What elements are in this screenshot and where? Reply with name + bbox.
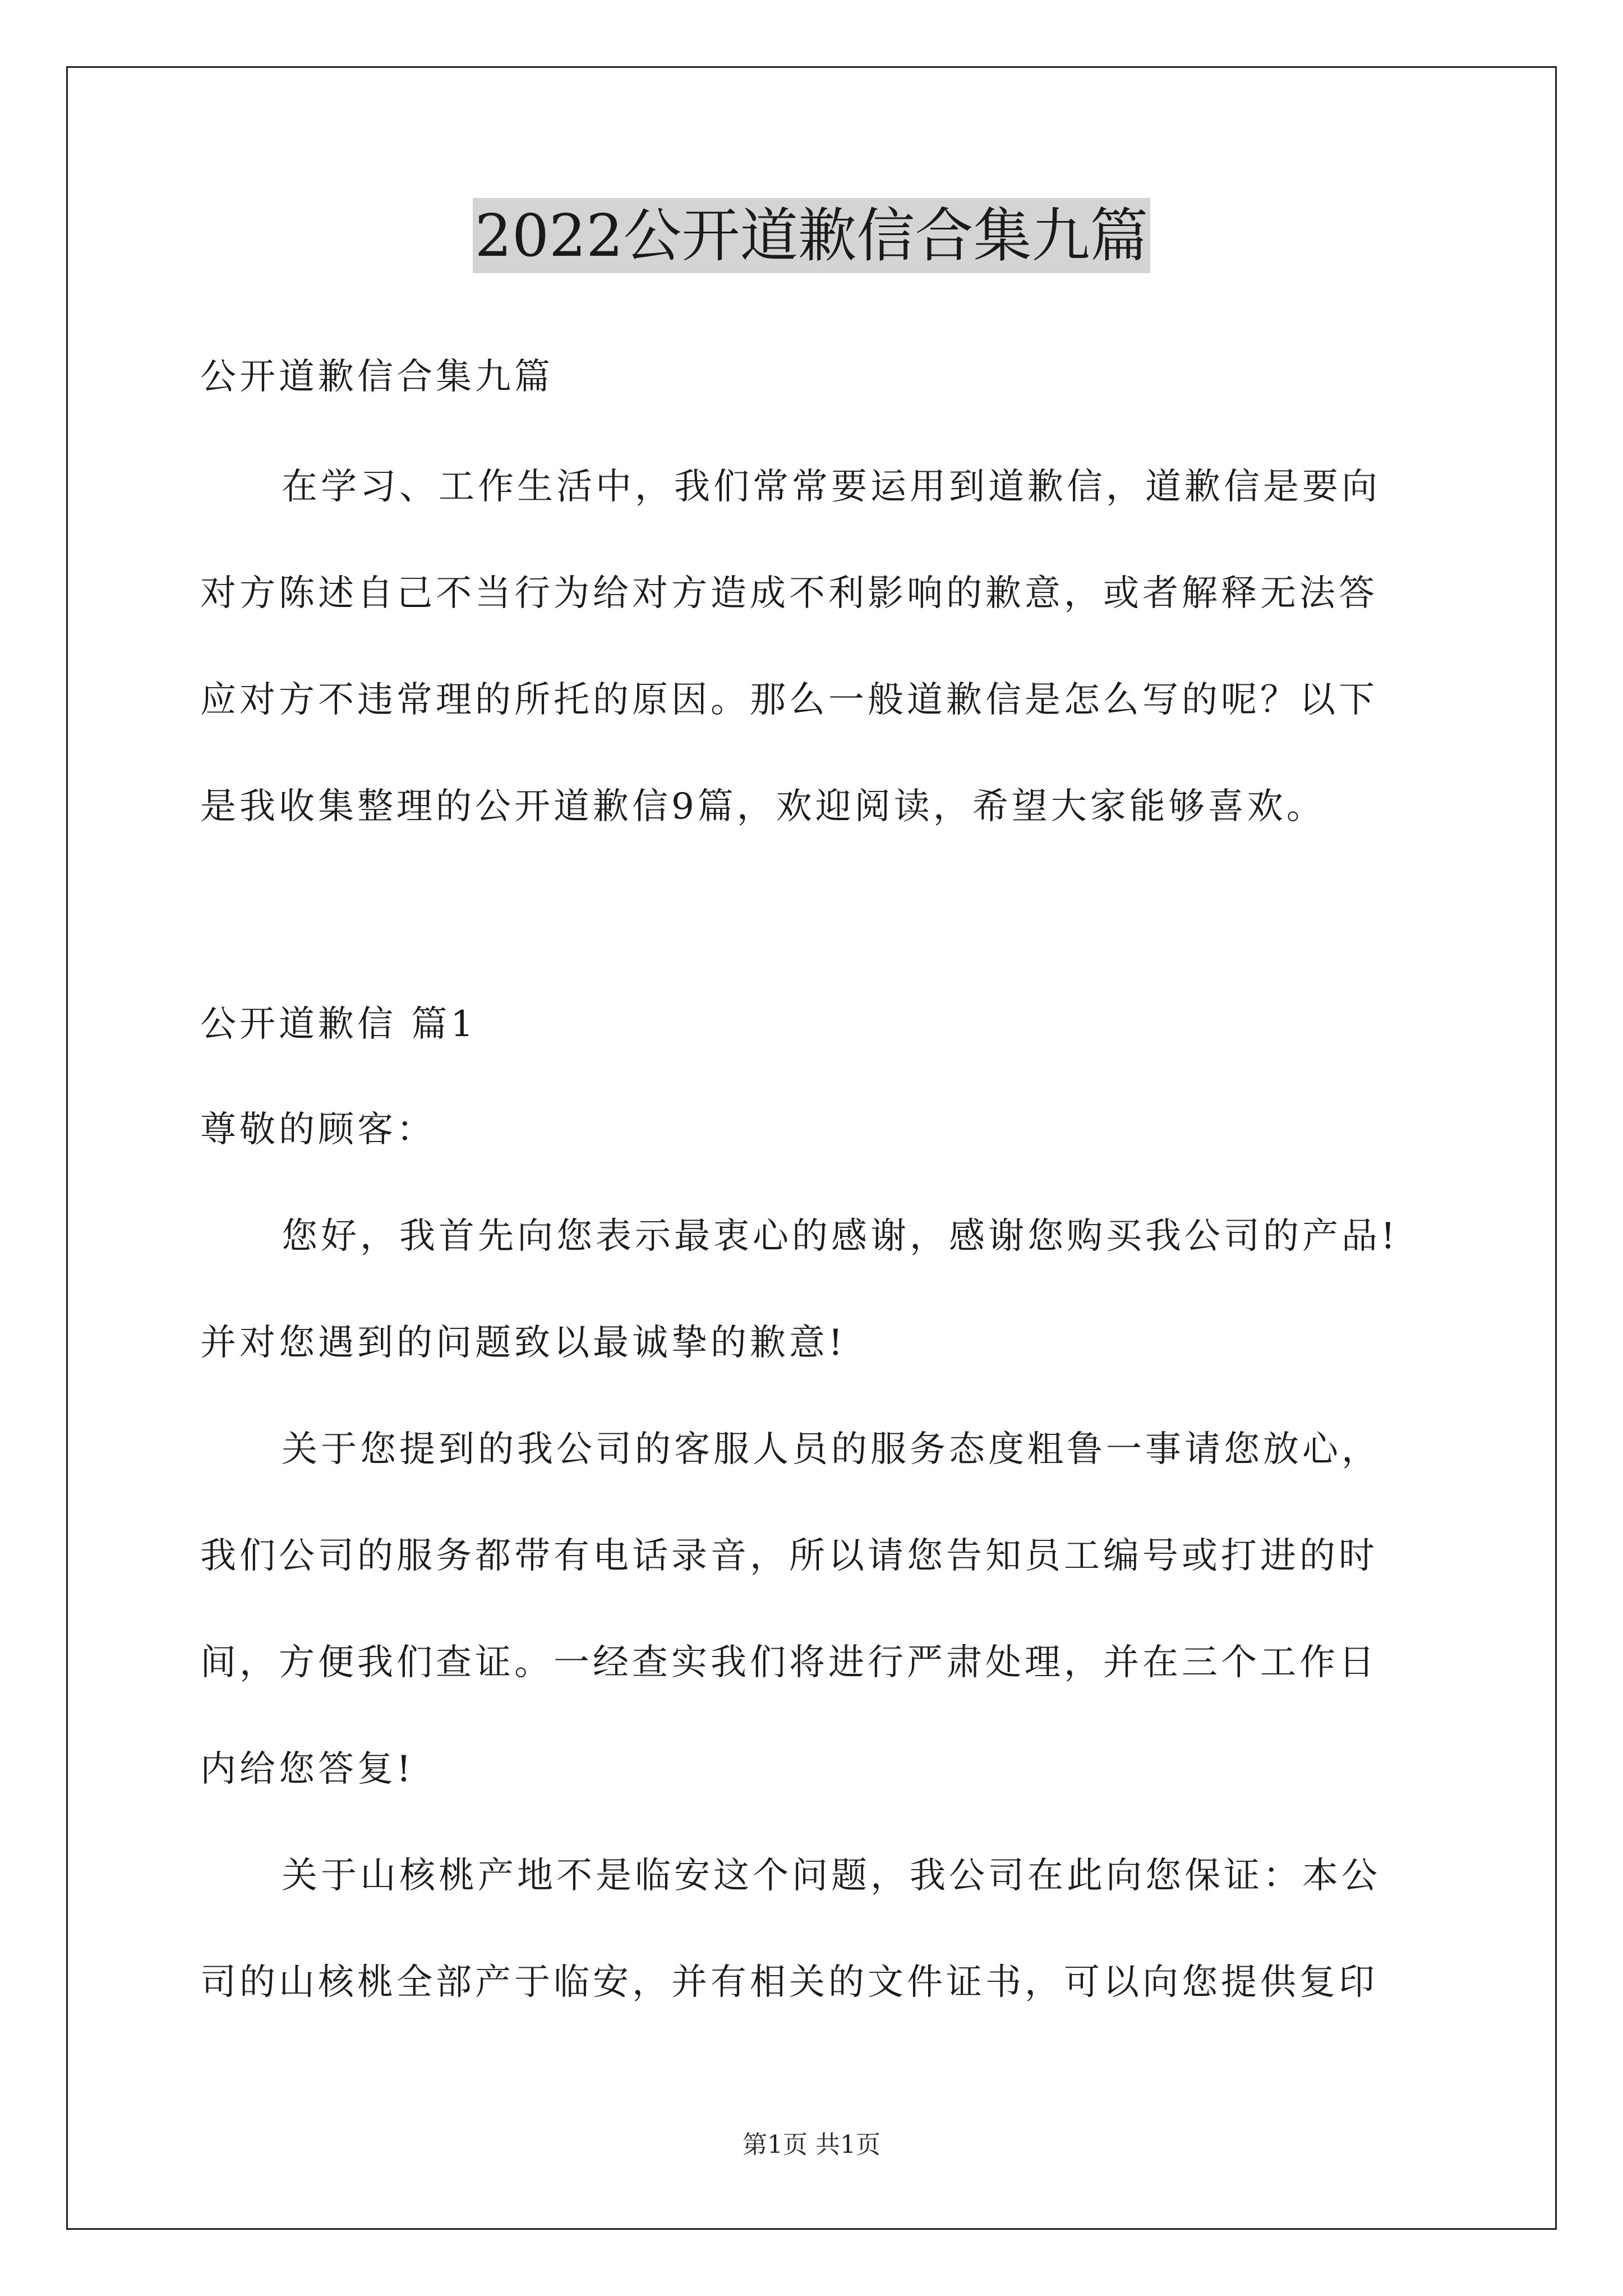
para3-line-2: 司的山核桃全部产于临安，并有相关的文件证书，可以向您提供复印 bbox=[200, 1962, 1378, 2003]
document-subtitle: 公开道歉信合集九篇 bbox=[200, 356, 554, 398]
section-heading: 公开道歉信 篇1 bbox=[200, 1004, 477, 1045]
para1-line-2: 并对您遇到的问题致以最诚挚的歉意! bbox=[200, 1322, 846, 1364]
document-title bbox=[0, 197, 1623, 274]
salutation: 尊敬的顾客： bbox=[200, 1109, 436, 1151]
para2-line-3: 间，方便我们查证。一经查实我们将进行严肃处理，并在三个工作日 bbox=[200, 1642, 1378, 1683]
para1-line-1: 您好，我首先向您表示最衷心的感谢，感谢您购买我公司的产品! bbox=[282, 1216, 1399, 1257]
page-footer: 第1页 共1页 bbox=[743, 2131, 880, 2159]
para2-line-2: 我们公司的服务都带有电话录音，所以请您告知员工编号或打进的时 bbox=[200, 1535, 1378, 1577]
para3-line-1: 关于山核桃产地不是临安这个问题，我公司在此向您保证：本公 bbox=[282, 1855, 1381, 1897]
intro-line-1: 在学习、工作生活中，我们常常要运用到道歉信，道歉信是要向 bbox=[282, 466, 1381, 508]
document-title-text: 2022公开道歉信合集九篇 bbox=[473, 198, 1151, 273]
para2-line-4: 内给您答复! bbox=[200, 1749, 414, 1790]
intro-line-4: 是我收集整理的公开道歉信9篇，欢迎阅读，希望大家能够喜欢。 bbox=[200, 786, 1326, 827]
para2-line-1: 关于您提到的我公司的客服人员的服务态度粗鲁一事请您放心， bbox=[282, 1429, 1381, 1470]
intro-line-3: 应对方不违常理的所托的原因。那么一般道歉信是怎么写的呢？以下 bbox=[200, 679, 1378, 721]
intro-line-2: 对方陈述自己不当行为给对方造成不利影响的歉意，或者解释无法答 bbox=[200, 573, 1378, 614]
